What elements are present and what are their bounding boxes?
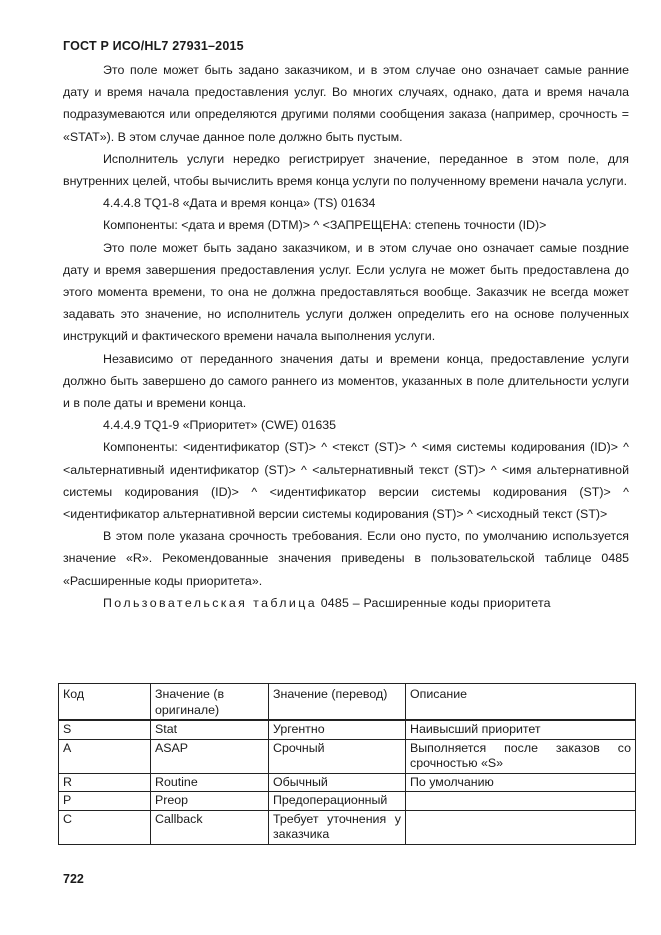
table-cell: A — [59, 739, 151, 773]
column-header: Значение (в оригинале) — [151, 684, 269, 721]
table-cell: Stat — [151, 720, 269, 739]
paragraph: Исполнитель услуги нередко регистрирует значение, переданное в этом поле, для внутренних целей, чтобы вычислить время конца услуги по полученному времени начала услуги. — [63, 151, 629, 189]
column-header: Код — [59, 684, 151, 721]
column-header: Значение (перевод) — [269, 684, 406, 721]
table-cell: Срочный — [269, 739, 406, 773]
table-cell: Ургентно — [269, 720, 406, 739]
table-cell: Preop — [151, 792, 269, 811]
paragraph: Независимо от переданного значения даты и времени конца, предоставление услуги должно быть завершено до самого раннего из моментов, указанных в поле длительности услуги и в поле даты и времени конца. — [63, 351, 629, 411]
column-header: Описание — [406, 684, 636, 721]
table-row — [59, 773, 636, 792]
section-heading: 4.4.4.9 TQ1-9 «Приоритет» (CWE) 01635 — [103, 418, 337, 433]
table-cell: S — [59, 720, 151, 739]
table-cell — [406, 810, 636, 844]
table-cell: R — [59, 773, 151, 792]
table-cell: По умолчанию — [406, 773, 636, 792]
document-header: ГОСТ Р ИСО/HL7 27931–2015 — [63, 39, 244, 53]
paragraph: Компоненты: <идентификатор (ST)> ^ <текст (ST)> ^ <имя системы кодирования (ID)> ^ <альтернативный идентификатор (ST)> ^ <альтернативный текст (ST)> ^ <имя альтернативной системы кодирования (ID)> ^ <идентификатор версии системы кодирования (ST)> ^ <идентификатор альтернативной версии системы кодирования (ST)> ^ <исходный текст (ST)> — [63, 440, 629, 522]
table-cell: C — [59, 810, 151, 844]
table-cell: Обычный — [269, 773, 406, 792]
table-cell: Наивысший приоритет — [406, 720, 636, 739]
table-cell — [406, 792, 636, 811]
priority-codes-table — [58, 683, 636, 845]
table-cell: Предоперационный — [269, 792, 406, 811]
paragraph: Компоненты: <дата и время (DTM)> ^ <ЗАПРЕЩЕНА: степень точности (ID)> — [103, 218, 547, 233]
table-row — [59, 792, 636, 811]
table-cell: P — [59, 792, 151, 811]
table-caption-label: Пользовательская таблица — [103, 595, 318, 610]
paragraph: Это поле может быть задано заказчиком, и в этом случае оно означает самые ранние дату и время начала предоставления услуг. Во многих случаях, однако, дата и время начала подразумеваются или определяются другими полями сообщения заказа (например, срочность = «STAT»). В этом случае данное поле должно быть пустым. — [63, 63, 629, 144]
table-row — [59, 720, 636, 739]
table-cell: Callback — [151, 810, 269, 844]
paragraph: Это поле может быть задано заказчиком, и в этом случае оно означает самые поздние дату и время завершения предоставления услуг. Если услуга не может быть предоставлена до этого момента времени, то она не должна предоставляться вообще. Заказчик не всегда может задавать это значение, но исполнитель услуги должен определить его на основе полученных инструкций и фактического времени начала выполнения услуги. — [63, 240, 629, 344]
table-cell: Выполняется после заказов со срочностью «S» — [406, 739, 636, 773]
section-heading: 4.4.4.8 TQ1-8 «Дата и время конца» (TS) 01634 — [103, 196, 376, 211]
table-header-row — [59, 684, 636, 721]
table-cell: ASAP — [151, 739, 269, 773]
document-body — [63, 59, 629, 614]
table-row — [59, 739, 636, 773]
table-cell: Routine — [151, 773, 269, 792]
paragraph: В этом поле указана срочность требования. Если оно пусто, по умолчанию используется значение «R». Рекомендованные значения приведены в пользовательской таблице 0485 «Расширенные коды приоритета». — [63, 529, 629, 588]
table-cell: Требует уточнения у заказчика — [269, 810, 406, 844]
page-number: 722 — [63, 872, 84, 886]
table-caption — [63, 592, 629, 614]
table-row — [59, 810, 636, 844]
table-caption-text: 0485 – Расширенные коды приоритета — [320, 595, 551, 610]
